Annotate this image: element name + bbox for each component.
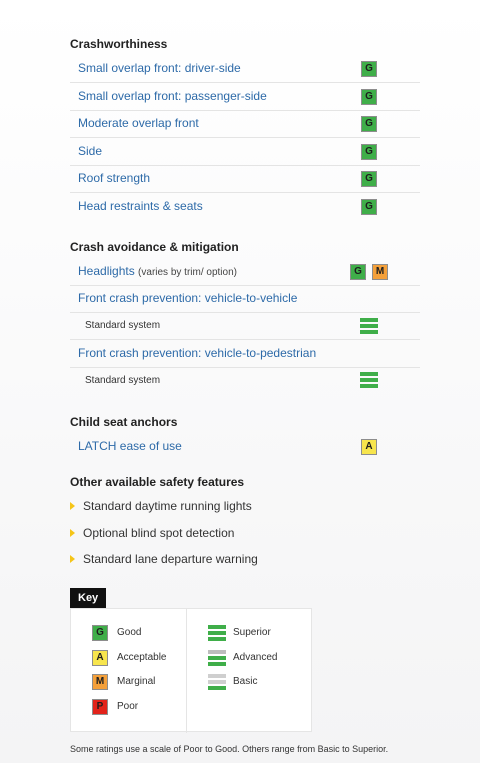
bullet-triangle-icon	[70, 555, 75, 563]
headlights-note: (varies by trim/ option)	[138, 267, 237, 278]
rating-badge-good: G	[350, 264, 366, 280]
basic-rating-icon	[208, 674, 226, 690]
feature-item: Standard daytime running lights	[70, 499, 252, 513]
row-label[interactable]: Roof strength	[78, 171, 151, 185]
rating-badge: G	[361, 171, 377, 187]
crash-row-roof-strength[interactable]	[70, 165, 420, 193]
avoidance-row-vehicle-system	[70, 312, 420, 340]
advanced-rating-icon	[208, 650, 226, 666]
avoidance-row-pedestrian-system	[70, 367, 420, 394]
row-label[interactable]: LATCH ease of use	[78, 439, 182, 453]
headlights-label[interactable]: Headlights	[78, 264, 135, 278]
key-divider	[186, 609, 187, 733]
bullet-triangle-icon	[70, 502, 75, 510]
crash-row-passenger-side[interactable]	[70, 83, 420, 111]
crash-row-driver-side[interactable]	[70, 55, 420, 83]
system-label: Standard system	[85, 320, 161, 331]
row-label[interactable]: Front crash prevention: vehicle-to-pedestrian	[78, 346, 317, 360]
features-title: Other available safety features	[70, 475, 245, 489]
bullet-triangle-icon	[70, 529, 75, 537]
row-label[interactable]: Small overlap front: passenger-side	[78, 89, 267, 103]
child-row-latch[interactable]	[70, 433, 420, 460]
rating-badge: G	[361, 144, 377, 160]
rating-badge-marginal: M	[372, 264, 388, 280]
rating-badge: P	[92, 699, 108, 715]
rating-badge: A	[92, 650, 108, 666]
row-label[interactable]	[78, 258, 237, 286]
row-label[interactable]: Small overlap front: driver-side	[78, 61, 241, 75]
row-label[interactable]: Side	[78, 144, 103, 158]
key-legend: G Good A Acceptable M Marginal P Poor Superior Advanced Basic	[70, 608, 312, 732]
rating-badge: G	[361, 116, 377, 132]
superior-rating-icon	[360, 318, 378, 334]
key-title: Key	[70, 588, 106, 608]
crash-row-side[interactable]	[70, 138, 420, 166]
feature-item: Optional blind spot detection	[70, 526, 234, 540]
superior-rating-icon	[360, 372, 378, 388]
avoidance-row-pedestrian[interactable]	[70, 340, 420, 368]
footnote: Some ratings use a scale of Poor to Good. Others range from Basic to Superior.	[70, 744, 389, 754]
rating-badge: G	[361, 89, 377, 105]
crash-row-head-restraints[interactable]	[70, 193, 420, 220]
rating-badge: A	[361, 439, 377, 455]
avoidance-title: Crash avoidance & mitigation	[70, 240, 239, 254]
child-title: Child seat anchors	[70, 415, 178, 429]
avoidance-row-vehicle[interactable]	[70, 285, 420, 313]
avoidance-row-headlights[interactable]	[70, 258, 420, 286]
row-label[interactable]: Head restraints & seats	[78, 199, 203, 213]
feature-item: Standard lane departure warning	[70, 552, 258, 566]
rating-badge: G	[361, 199, 377, 215]
row-label[interactable]: Front crash prevention: vehicle-to-vehicle	[78, 291, 298, 305]
crashworthiness-title: Crashworthiness	[70, 37, 168, 51]
superior-rating-icon	[208, 625, 226, 641]
crash-row-moderate-overlap[interactable]	[70, 110, 420, 138]
rating-badge: M	[92, 674, 108, 690]
row-label[interactable]: Moderate overlap front	[78, 116, 199, 130]
rating-badge: G	[92, 625, 108, 641]
system-label: Standard system	[85, 375, 161, 386]
rating-badge: G	[361, 61, 377, 77]
